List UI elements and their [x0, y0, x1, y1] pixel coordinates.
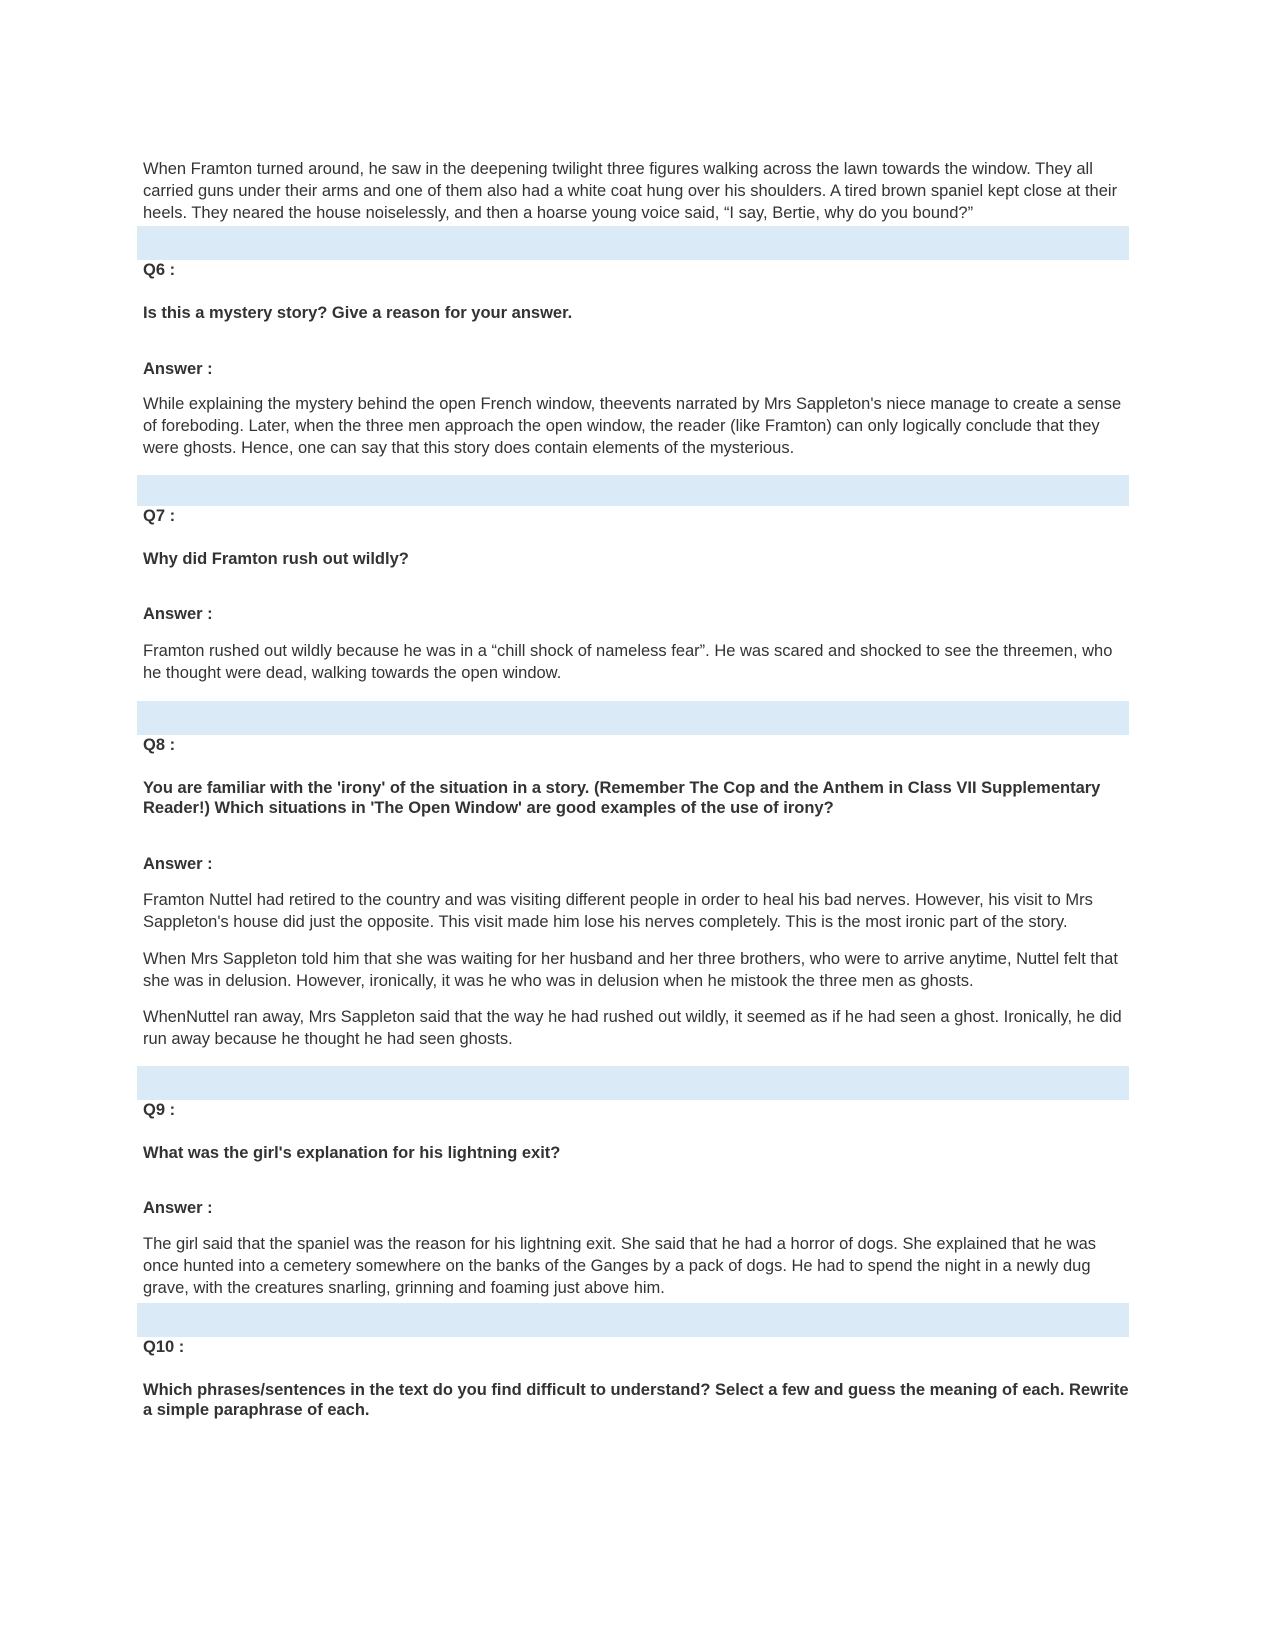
question-number: Q9 : — [143, 1101, 176, 1119]
answer-paragraph: Framton Nuttel had retired to the country and was visiting different people in order to heal his bad nerves. However, his visit to Mrs Sappleton's house did just the opposite. This visit made him lose his nerves completely. This is the most ironic part of the story. — [143, 891, 1093, 931]
question-number: Q8 : — [143, 736, 176, 754]
answer-paragraph: When Mrs Sappleton told him that she was waiting for her husband and her three brothers, who were to arrive anytime, Nuttel felt that she was in delusion. However, ironically, it was he who was in delusion when he mistook the three men as ghosts. — [143, 950, 1118, 990]
answer-label: Answer : — [143, 360, 213, 378]
question-number: Q10 : — [143, 1338, 185, 1356]
question-text: Why did Framton rush out wildly? — [143, 550, 409, 568]
answer-label: Answer : — [143, 855, 213, 873]
question-number: Q7 : — [143, 507, 176, 525]
answer-paragraph: While explaining the mystery behind the open French window, theevents narrated by Mrs Sappleton's niece manage to create a sense of foreboding. Later, when the three men approach the open window, the reader (like Framton) can only logically conclude that they were ghosts. Hence, one can say that this story does contain elements of the mysterious. — [143, 395, 1122, 457]
question-number: Q6 : — [143, 261, 176, 279]
question-separator-band — [137, 226, 1129, 260]
answer-paragraph: WhenNuttel ran away, Mrs Sappleton said that the way he had rushed out wildly, it seemed as if he had seen a ghost. Ironically, he did run away because he thought he had seen ghosts. — [143, 1008, 1122, 1048]
answer-label: Answer : — [143, 1199, 213, 1217]
question-text: Is this a mystery story? Give a reason for your answer. — [143, 304, 573, 322]
answer-paragraph: Framton rushed out wildly because he was in a “chill shock of nameless fear”. He was scared and shocked to see the threemen, who he thought were dead, walking towards the open window. — [143, 642, 1113, 682]
intro-paragraph: When Framton turned around, he saw in the deepening twilight three figures walking across the lawn towards the window. They all carried guns under their arms and one of them also had a white coat hung over his shoulders. A tired brown spaniel kept close at their heels. They neared the house noiselessly, and then a hoarse young voice said, “I say, Bertie, why do you bound?” — [143, 160, 1118, 222]
question-separator-band — [137, 1066, 1129, 1100]
document-page — [143, 158, 1133, 1420]
question-separator-band — [137, 701, 1129, 735]
answer-label: Answer : — [143, 605, 213, 623]
question-separator-band — [137, 1303, 1129, 1337]
question-text: Which phrases/sentences in the text do you find difficult to understand? Select a few and guess the meaning of each. Rewrite a simple paraphrase of each. — [143, 1381, 1129, 1419]
question-separator-band — [137, 475, 1129, 506]
question-text: What was the girl's explanation for his lightning exit? — [143, 1144, 561, 1162]
question-text: You are familiar with the 'irony' of the situation in a story. (Remember The Cop and the Anthem in Class VII Supplementary Reader!) Which situations in 'The Open Window' are good examples of the use of irony? — [143, 779, 1101, 817]
answer-paragraph: The girl said that the spaniel was the reason for his lightning exit. She said that he had a horror of dogs. She explained that he was once hunted into a cemetery somewhere on the banks of the Ganges by a pack of dogs. He had to spend the night in a newly dug grave, with the creatures snarling, grinning and foaming just above him. — [143, 1235, 1097, 1297]
